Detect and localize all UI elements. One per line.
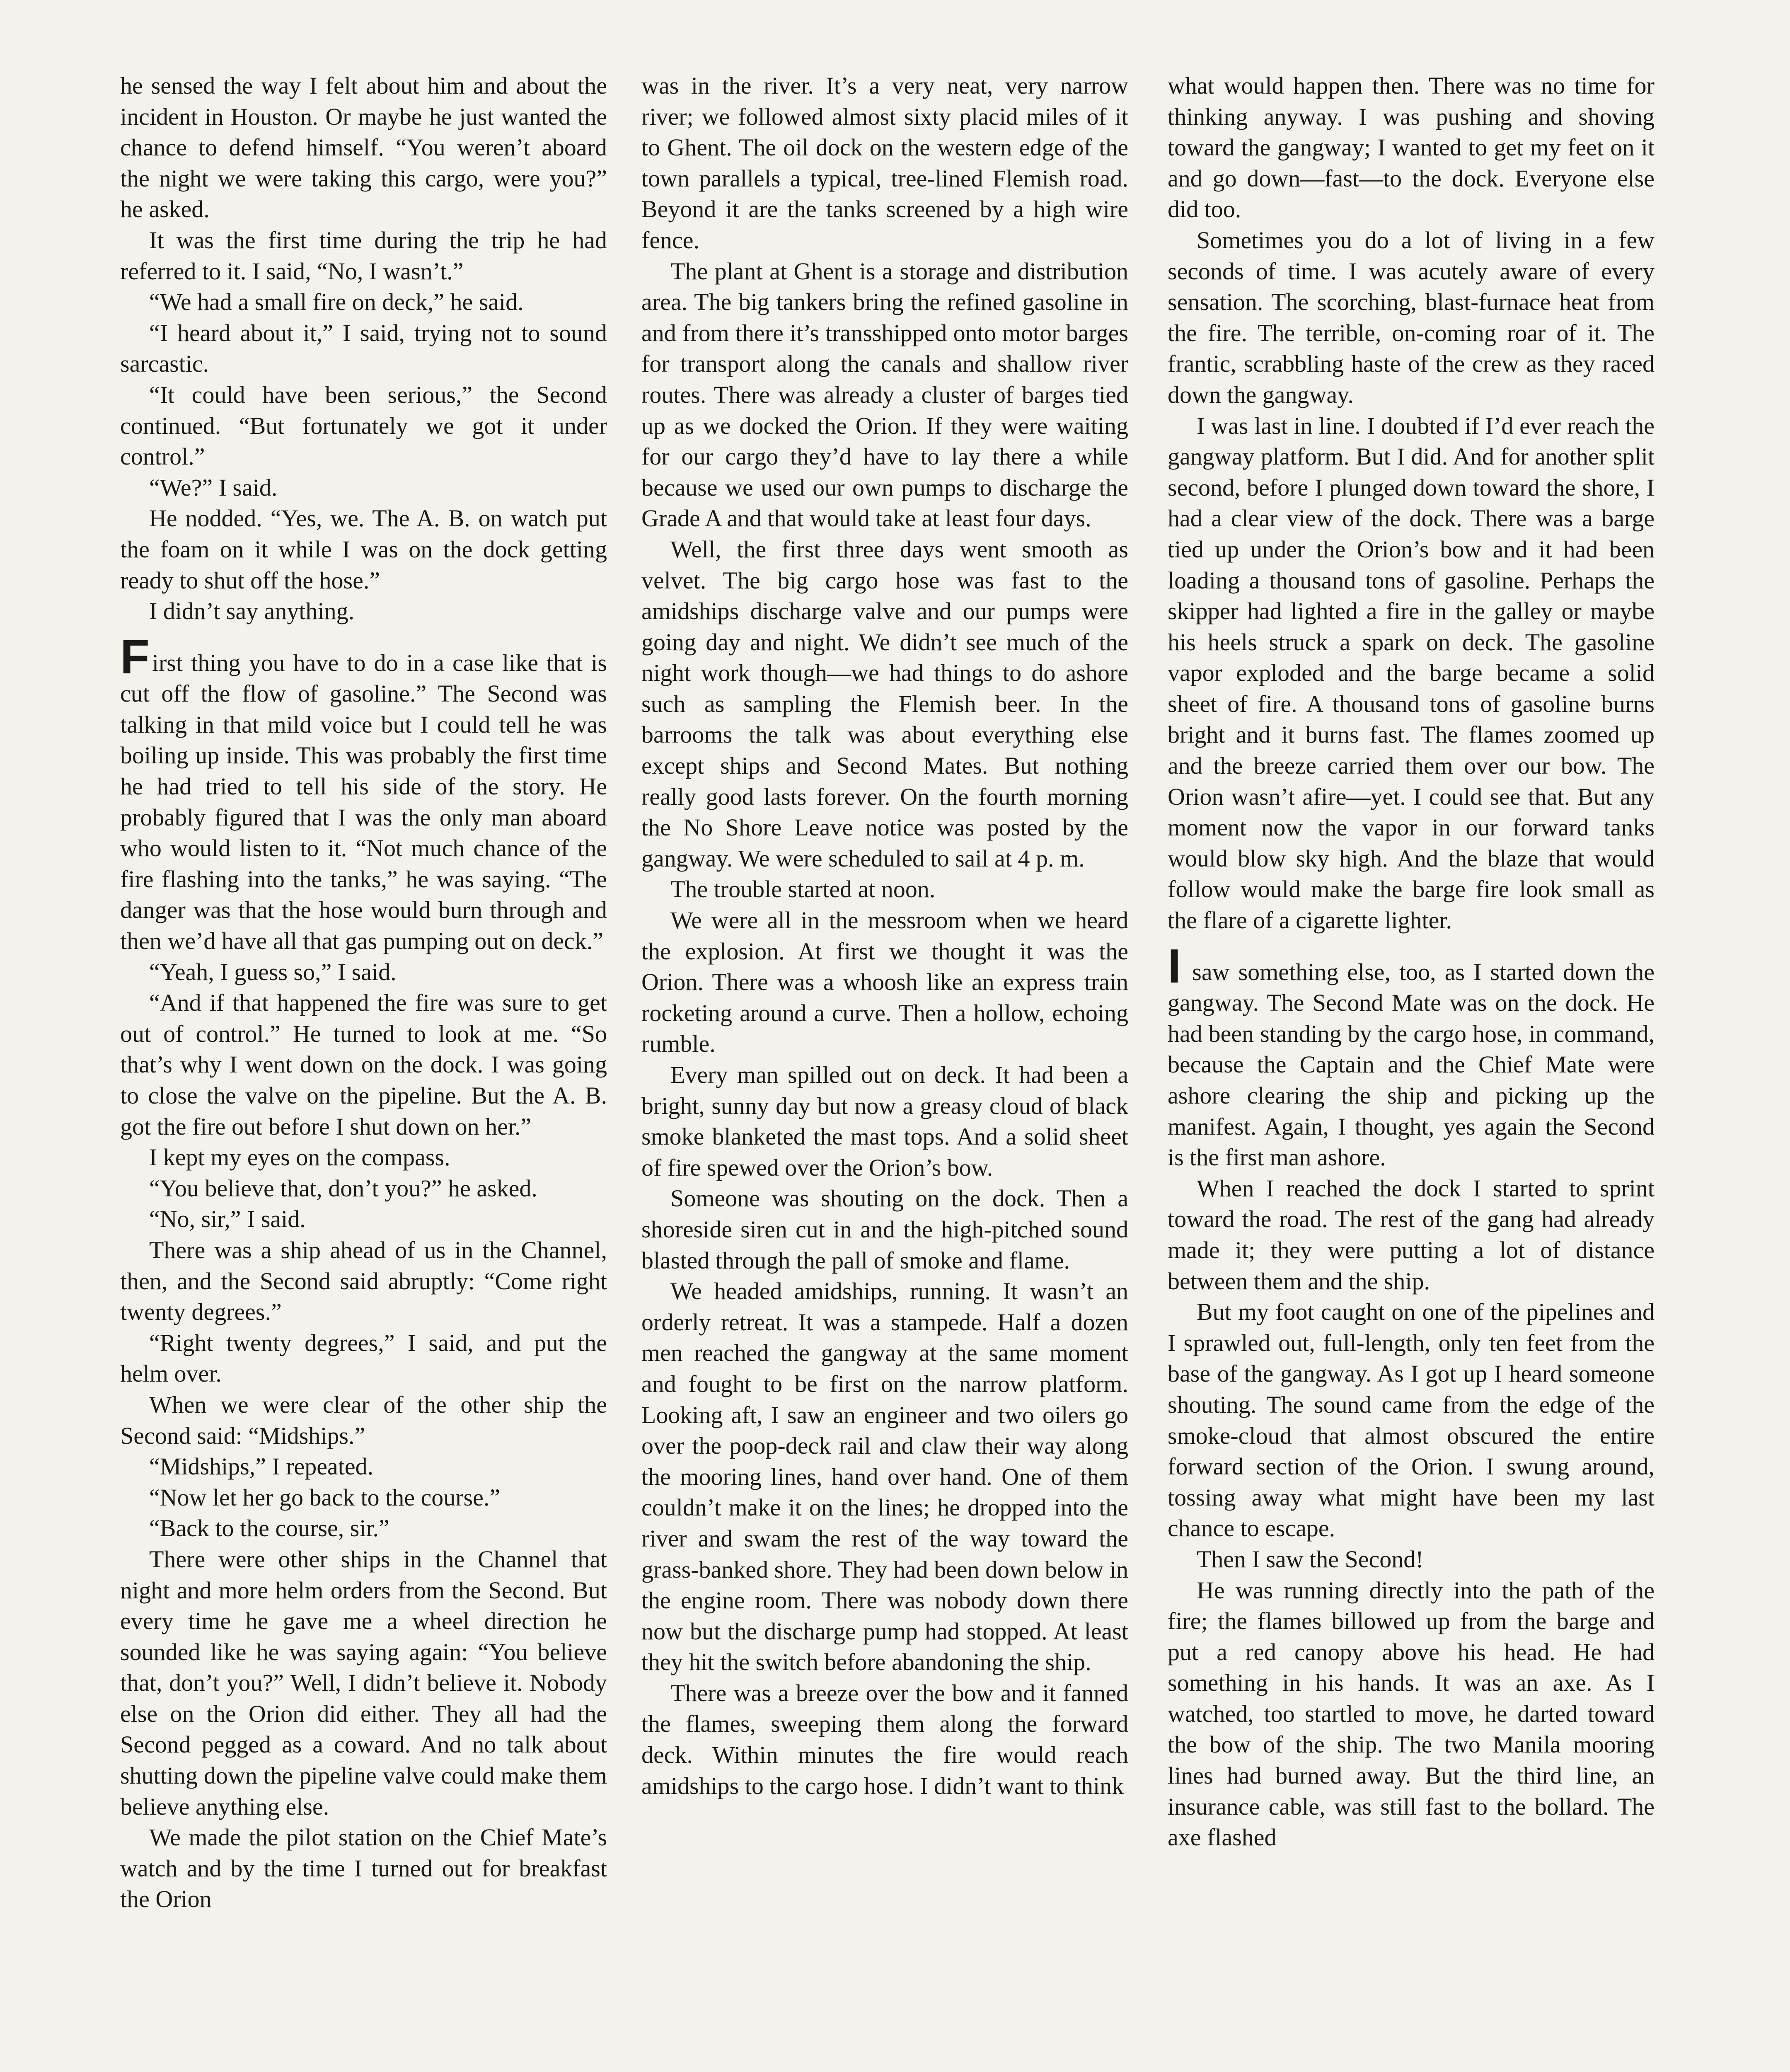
paragraph: “Yeah, I guess so,” I said. xyxy=(149,958,397,985)
paragraph: There was a breeze over the bow and it fanned the flames, sweeping them along the forward deck. Within minutes the fire would reach amidships to the cargo hose. I didn’t want to think xyxy=(641,1679,1128,1799)
paragraph: We were all in the messroom when we heard the explosion. At first we thought it was the Orion. There was a whoosh like an express train rocketing around a curve. Then a hollow, echoing rumble. xyxy=(641,907,1128,1058)
paragraph: He was running directly into the path of the fire; the flames billowed up from the barge and put a red canopy above his head. He had something in his hands. It was an axe. As I watched, too startled to move, he darted toward the bow of the ship. The two Manila mooring lines had burned away. But the third line, an insurance cable, was still fast to the bollard. The axe flashed xyxy=(1168,1576,1655,1851)
paragraph: We made the pilot station on the Chief Mate’s watch and by the time I turned out for breakfast the Orion xyxy=(120,1824,607,1913)
paragraph: “Now let her go back to the course.” xyxy=(149,1484,501,1511)
paragraph: “I heard about it,” I said, trying not to sound sarcastic. xyxy=(120,319,607,378)
paragraph: We headed amidships, running. It wasn’t an orderly retreat. It was a stampede. Half a dozen men reached the gangway at the same moment and fought to be first on the narrow platform. Looking aft, I saw an engineer and two oilers go over the poop-deck rail and claw their way along the mooring lines, hand over hand. One of them couldn’t make it on the lines; he dropped into the river and swam the rest of the way toward the grass-banked shore. They had been down below in the engine room. There was nobody down there now but the discharge pump had stopped. At least they hit the switch before abandoning the ship. xyxy=(641,1278,1128,1676)
paragraph: Every man spilled out on deck. It had been a bright, sunny day but now a greasy cloud of black smoke blanketed the mast tops. And a solid sheet of fire spewed over the Orion’s bow. xyxy=(641,1061,1128,1181)
paragraph: But my foot caught on one of the pipelines and I sprawled out, full-length, only ten feet from the base of the gangway. As I got up I heard someone shouting. The sound came from the edge of the smoke-cloud that almost obscured the entire forward section of the Orion. I swung around, tossing away what might have been my last chance to escape. xyxy=(1168,1298,1655,1542)
text-column-middle xyxy=(641,70,1128,2072)
paragraph: Someone was shouting on the dock. Then a shoreside siren cut in and the high-pitched sound blasted through the pall of smoke and flame. xyxy=(641,1185,1128,1274)
paragraph: When we were clear of the other ship the Second said: “Midships.” xyxy=(120,1391,607,1449)
paragraph: “Right twenty degrees,” I said, and put the helm over. xyxy=(120,1329,607,1387)
section-opening-paragraph xyxy=(120,629,607,957)
paragraph: Then I saw the Second! xyxy=(1197,1545,1424,1573)
paragraph: The plant at Ghent is a storage and distribution area. The big tankers bring the refined gasoline in and from there it’s transshipped onto motor barges for transport along the canals and shallow river routes. There was already a cluster of barges tied up as we docked the Orion. If they were waiting for our cargo they’d have to lay there a while because we used our own pumps to discharge the Grade A and that would take at least four days. xyxy=(641,257,1128,532)
paragraph-text: irst thing you have to do in a case like that is cut off the flow of gasoline.” The Second was talking in that mild voice but I could tell he was boiling up inside. This was probably the first time he had tried to tell his side of the story. He probably figured that I was the only man aboard who would listen to it. “Not much chance of the fire flashing into the tanks,” he was saying. “The danger was that the hose would burn through and then we’d have all that gas pumping out on deck.” xyxy=(120,649,607,955)
drop-cap: F xyxy=(120,629,150,684)
paragraph: “We?” I said. xyxy=(149,474,278,501)
paragraph: Sometimes you do a lot of living in a few seconds of time. I was acutely aware of every sensation. The scorching, blast-furnace heat from the fire. The terrible, on-coming roar of it. The frantic, scrabbling haste of the crew as they raced down the gangway. xyxy=(1168,226,1655,408)
paragraph: He nodded. “Yes, we. The A. B. on watch put the foam on it while I was on the dock getting ready to shut off the hose.” xyxy=(120,505,607,594)
text-column-right xyxy=(1168,70,1655,2072)
paragraph: “You believe that, don’t you?” he asked. xyxy=(149,1174,537,1202)
text-column-left xyxy=(120,70,607,2072)
paragraph: Well, the first three days went smooth as velvet. The big cargo hose was fast to the amidships discharge valve and our pumps were going day and night. We didn’t see much of the night work though—we had things to do ashore such as sampling the Flemish beer. In the barrooms the talk was about everything else except ships and Second Mates. But nothing really good lasts forever. On the fourth morning the No Shore Leave notice was posted by the gangway. We were scheduled to sail at 4 p. m. xyxy=(641,535,1128,872)
paragraph: “No, sir,” I said. xyxy=(149,1205,306,1233)
paragraph: When I reached the dock I started to sprint toward the road. The rest of the gang had already made it; they were putting a lot of distance between them and the ship. xyxy=(1168,1174,1655,1295)
paragraph: “It could have been serious,” the Second continued. “But fortunately we got it under control.” xyxy=(120,381,607,470)
paragraph: It was the first time during the trip he had referred to it. I said, “No, I wasn’t.” xyxy=(120,226,607,285)
continued-paragraph: he sensed the way I felt about him and about the incident in Houston. Or maybe he just wanted the chance to defend himself. “You weren’t aboard the night we were taking this cargo, were you?” he asked. xyxy=(120,72,607,223)
drop-cap: I xyxy=(1168,939,1181,993)
paragraph: “Back to the course, sir.” xyxy=(149,1515,389,1542)
paragraph: I didn’t say anything. xyxy=(149,598,355,625)
paragraph: There were other ships in the Channel that night and more helm orders from the Second. But every time he gave me a wheel direction he sounded like he was saying again: “You believe that, don’t you?” Well, I didn’t believe it. Nobody else on the Orion did either. They all had the Second pegged as a coward. And no talk about shutting down the pipeline valve could make them believe anything else. xyxy=(120,1545,607,1820)
paragraph: I was last in line. I doubted if I’d ever reach the gangway platform. But I did. And for another split second, before I plunged down toward the shore, I had a clear view of the dock. There was a barge tied up under the Orion’s bow and it had been loading a thousand tons of gasoline. Perhaps the skipper had lighted a fire in the galley or maybe his heels struck a spark on deck. The gasoline vapor exploded and the barge became a solid sheet of fire. A thousand tons of gasoline burns bright and it burns fast. The flames zoomed up and the breeze carried them over our bow. The Orion wasn’t afire—yet. I could see that. But any moment now the vapor in our forward tanks would blow sky high. And the blaze that would follow would make the barge fire look small as the flare of a cigarette lighter. xyxy=(1168,412,1655,934)
paragraph-text: saw something else, too, as I started down the gangway. The Second Mate was on the dock. He had been standing by the cargo hose, in command, because the Captain and the Chief Mate were ashore clearing the ship and picking up the manifest. Again, I thought, yes again the Second is the first man ashore. xyxy=(1168,958,1655,1171)
paragraph: The trouble started at noon. xyxy=(670,876,936,903)
continued-paragraph: what would happen then. There was no time for thinking anyway. I was pushing and shoving toward the gangway; I wanted to get my feet on it and go down—fast—to the dock. Everyone else did too. xyxy=(1168,72,1655,223)
paragraph: “Midships,” I repeated. xyxy=(149,1453,374,1480)
paragraph: I kept my eyes on the compass. xyxy=(149,1144,450,1171)
paragraph: “And if that happened the fire was sure to get out of control.” He turned to look at me. “So that’s why I went down on the dock. I was going to close the valve on the pipeline. But the A. B. got the fire out before I shut down on her.” xyxy=(120,989,607,1140)
continued-paragraph: was in the river. It’s a very neat, very narrow river; we followed almost sixty placid miles of it to Ghent. The oil dock on the western edge of the town parallels a typical, tree-lined Flemish road. Beyond it are the tanks screened by a high wire fence. xyxy=(641,72,1128,254)
paragraph: “We had a small fire on deck,” he said. xyxy=(149,288,524,316)
paragraph: There was a ship ahead of us in the Channel, then, and the Second said abruptly: “Come right twenty degrees.” xyxy=(120,1236,607,1326)
section-opening-paragraph xyxy=(1168,939,1655,1173)
